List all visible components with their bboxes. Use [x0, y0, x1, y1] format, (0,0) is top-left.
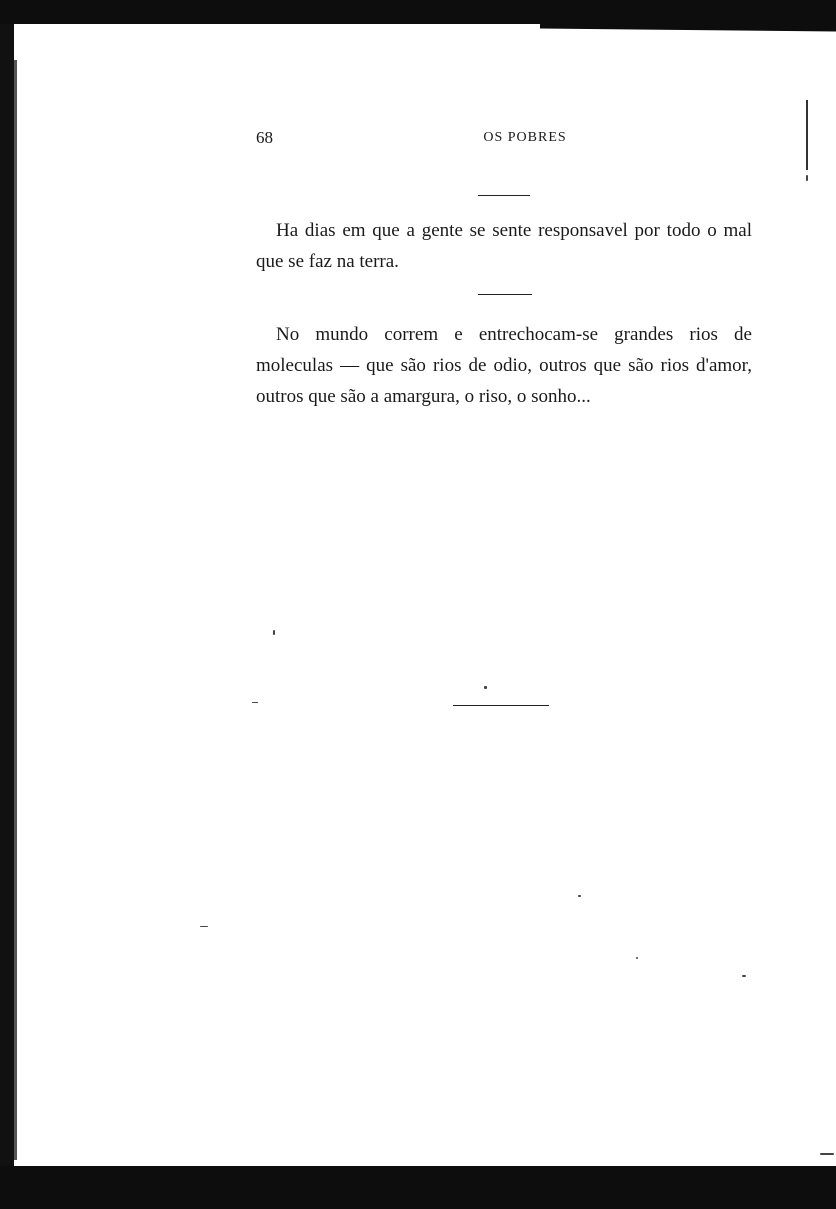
paragraph-text: Ha dias em que a gente se sente responsavel por todo o mal que se faz na terra.: [256, 220, 752, 272]
section-divider: [478, 294, 532, 295]
scan-border-left: [0, 24, 14, 1174]
paper-speck: [273, 630, 275, 635]
running-head: [256, 128, 752, 150]
paragraph: [256, 215, 752, 277]
scan-border-bottom: [0, 1166, 836, 1209]
paper-speck: [742, 975, 746, 977]
paper-speck: [252, 702, 258, 703]
paper-speck: [484, 686, 487, 689]
scan-border-top-edge: [540, 16, 836, 31]
scan-border-left-shadow: [14, 60, 17, 1160]
paper-speck: [200, 926, 208, 927]
paragraph: [256, 319, 752, 412]
section-divider: [478, 195, 530, 196]
paper-speck: [806, 175, 808, 181]
paragraph-text: No mundo correm e entrechocam-se grandes rios de moleculas — que são rios de odio, outros que são rios d'amor, outros que são a amargura, o riso, o sonho...: [256, 324, 752, 407]
page-number: 68: [256, 128, 273, 147]
scan-margin-mark: [806, 100, 808, 170]
paper-speck: [578, 895, 581, 897]
paper-speck: [820, 1153, 834, 1155]
paper-speck: [636, 957, 638, 959]
running-title: OS POBRES: [483, 130, 567, 145]
end-rule: [453, 705, 549, 706]
